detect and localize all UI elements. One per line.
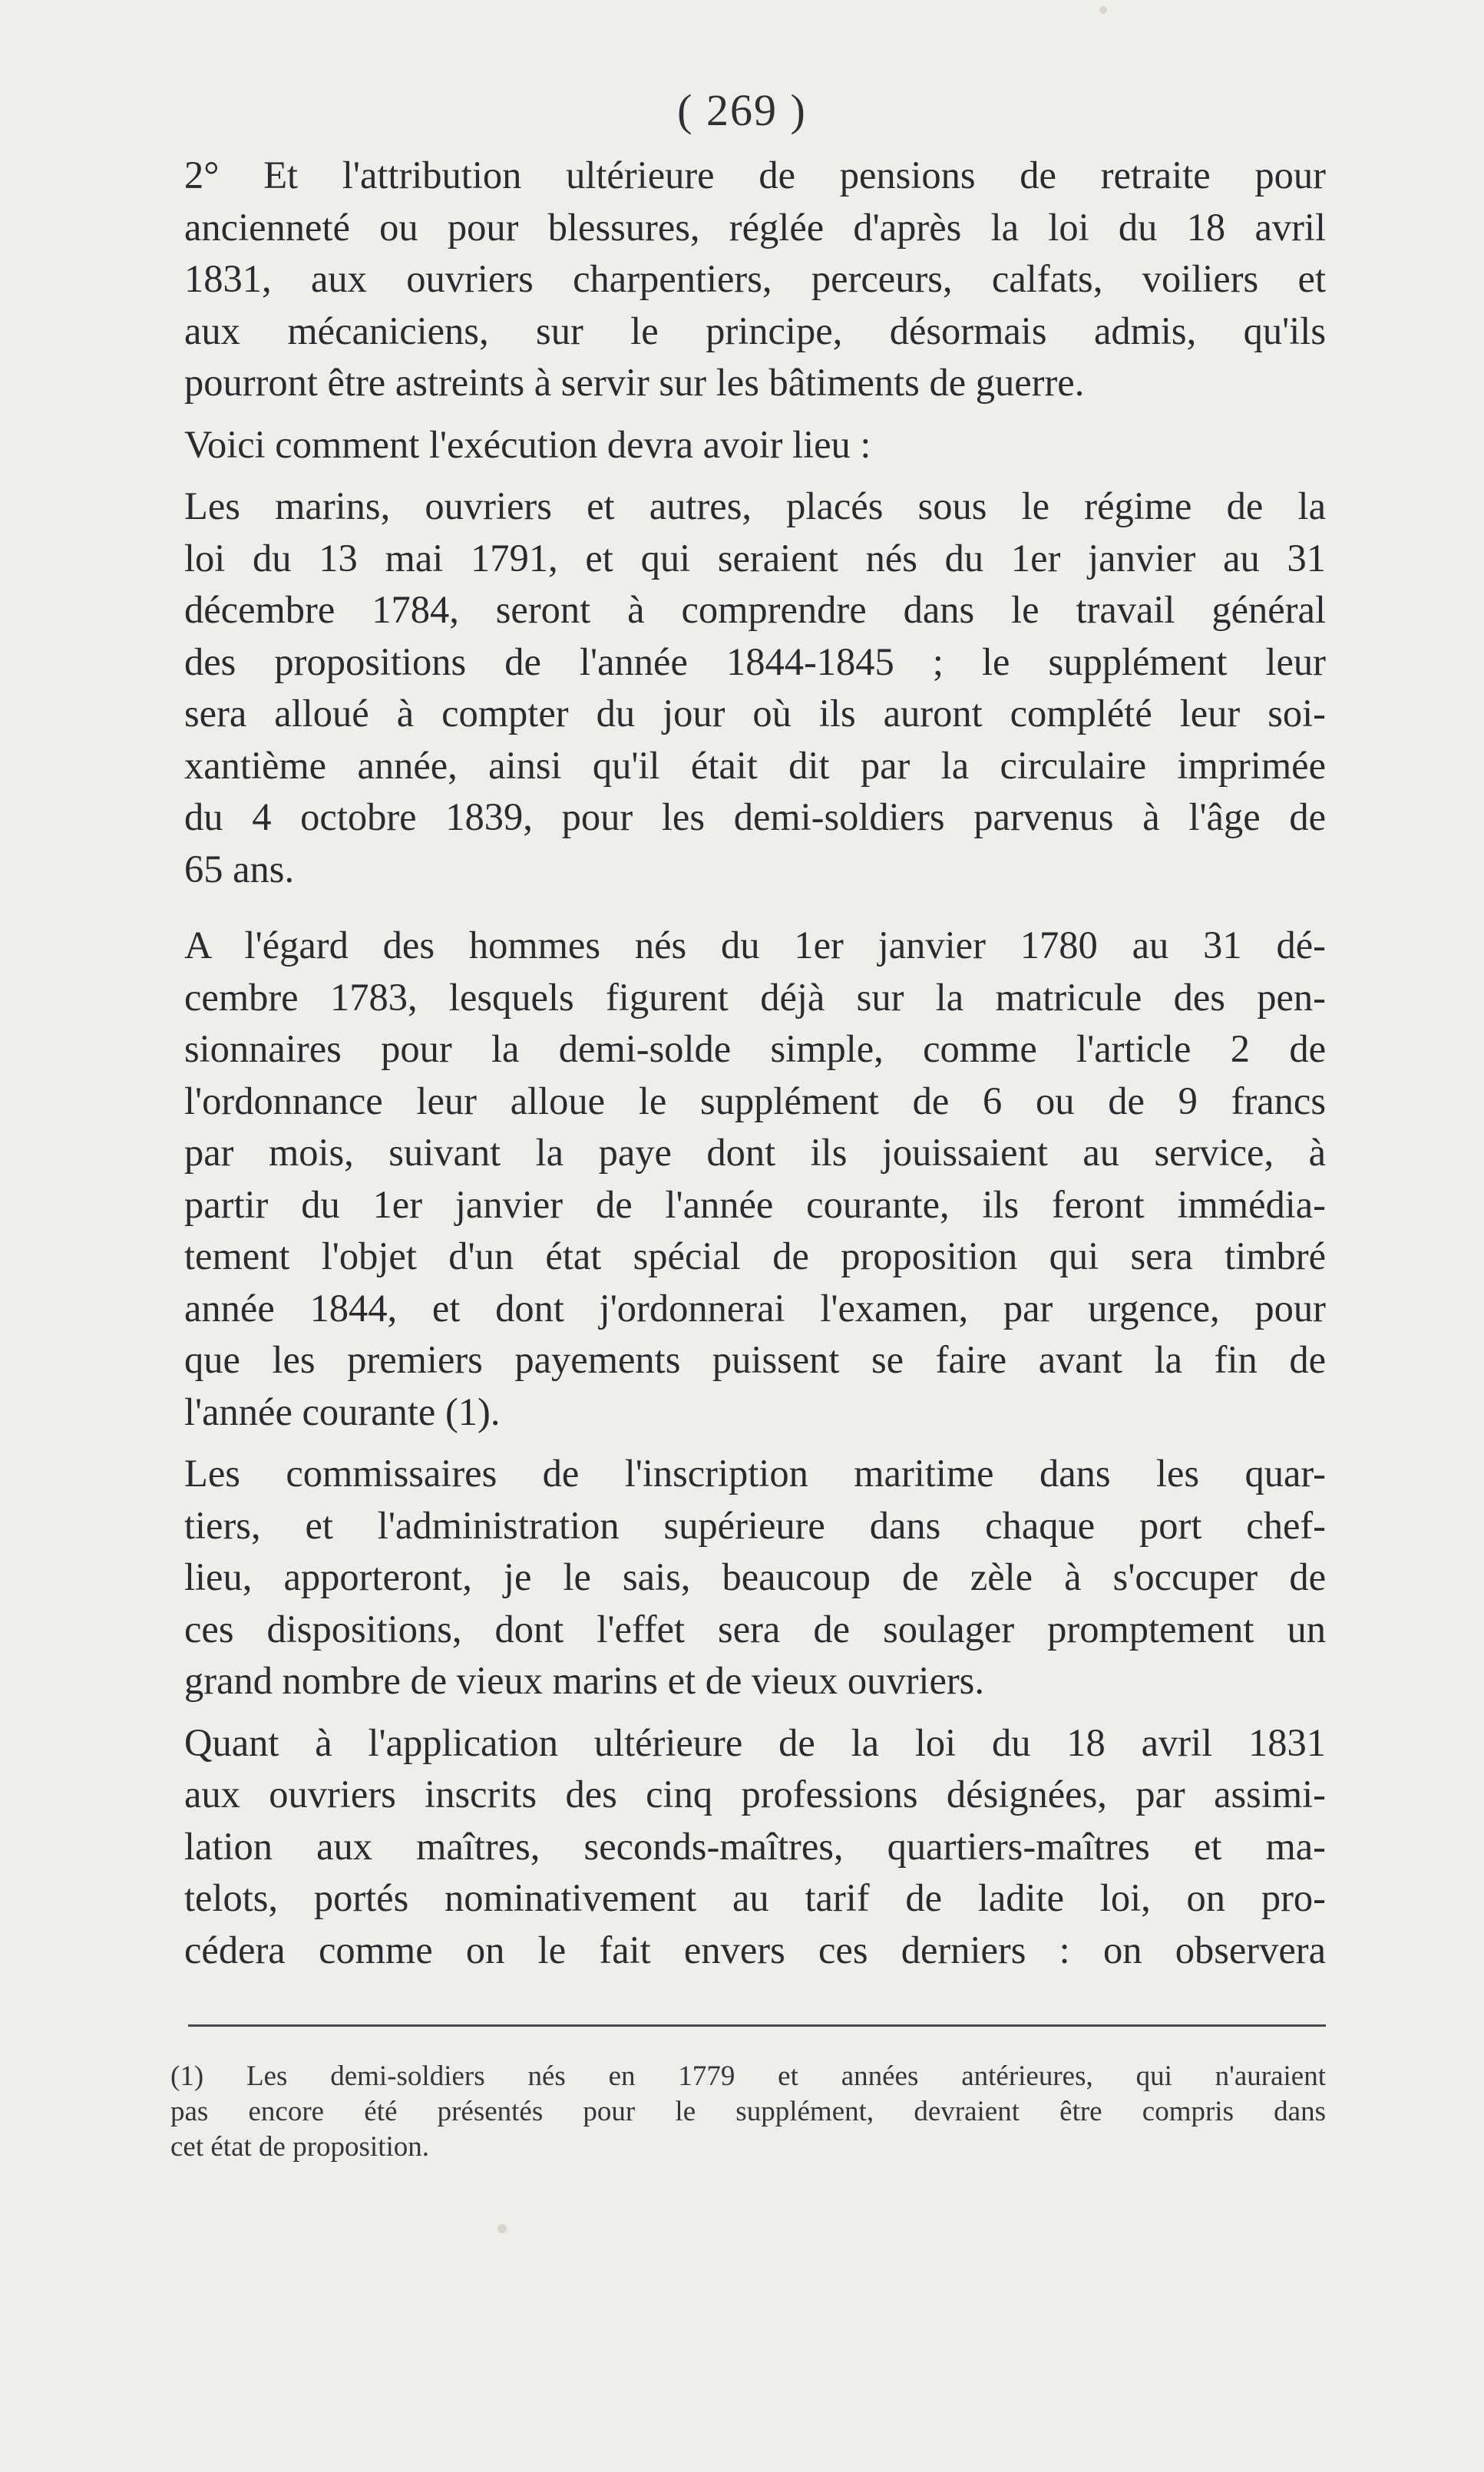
footnote bbox=[132, 2059, 1326, 2165]
text-line: Voici comment l'exécution devra avoir lieu : bbox=[184, 422, 871, 466]
text-line: lation aux maîtres, seconds-maîtres, quartiers-maîtres et ma- bbox=[184, 1824, 1326, 1868]
footnote-line: (1) Les demi-soldiers nés en 1779 et années antérieures, qui n'auraient bbox=[170, 2061, 1326, 2092]
text-line: ancienneté ou pour blessures, réglée d'après la loi du 18 avril bbox=[184, 205, 1326, 249]
text-line: lieu, apporteront, je le sais, beaucoup de zèle à s'occuper de bbox=[184, 1555, 1326, 1598]
text-line: Les marins, ouvriers et autres, placés sous le régime de la bbox=[184, 484, 1326, 527]
text-line: aux mécaniciens, sur le principe, désormais admis, qu'ils bbox=[184, 309, 1326, 352]
text-line: A l'égard des hommes nés du 1er janvier 1780 au 31 dé- bbox=[184, 924, 1326, 967]
text-line: des propositions de l'année 1844-1845 ; le supplément leur bbox=[184, 639, 1326, 683]
text-line: par mois, suivant la paye dont ils jouissaient au service, à bbox=[184, 1131, 1326, 1174]
text-line: tiers, et l'administration supérieure dans chaque port chef- bbox=[184, 1503, 1326, 1547]
text-line: cembre 1783, lesquels figurent déjà sur la matricule des pen- bbox=[184, 975, 1326, 1019]
text-line: partir du 1er janvier de l'année courante, ils feront immédia- bbox=[184, 1182, 1326, 1226]
text-line: décembre 1784, seront à comprendre dans le travail général bbox=[184, 588, 1326, 631]
text-line: 2° Et l'attribution ultérieure de pensions de retraite pour bbox=[184, 154, 1326, 197]
footnote-divider bbox=[188, 2024, 1326, 2027]
text-line: année 1844, et dont j'ordonnerai l'examen, par urgence, pour bbox=[184, 1286, 1326, 1330]
paragraph-pensions bbox=[132, 150, 1326, 409]
paragraph-commissaires bbox=[132, 1448, 1326, 1707]
text-line: l'ordonnance leur alloue le supplément de 6 ou de 9 francs bbox=[184, 1079, 1326, 1122]
text-line: aux ouvriers inscrits des cinq professions désignées, par assimi- bbox=[184, 1773, 1326, 1816]
text-line: cédera comme on le fait envers ces derniers : on observera bbox=[184, 1928, 1326, 1971]
text-line: xantième année, ainsi qu'il était dit par la circulaire imprimée bbox=[184, 743, 1326, 787]
text-line: 1831, aux ouvriers charpentiers, perceurs, calfats, voiliers et bbox=[184, 257, 1326, 300]
text-line: 65 ans. bbox=[184, 847, 295, 891]
text-line: sionnaires pour la demi-solde simple, comme l'article 2 de bbox=[184, 1027, 1326, 1070]
paragraph-execution bbox=[132, 419, 1326, 471]
text-line: grand nombre de vieux marins et de vieux ouvriers. bbox=[184, 1659, 984, 1702]
paper-stain bbox=[1099, 6, 1107, 14]
paragraph-application bbox=[132, 1717, 1326, 1977]
text-line: l'année courante (1). bbox=[184, 1390, 501, 1433]
footnote-line: pas encore été présentés pour le supplément, devraient être compris dans bbox=[170, 2096, 1326, 2127]
text-line: tement l'objet d'un état spécial de proposition qui sera timbré bbox=[184, 1234, 1326, 1277]
text-line: sera alloué à compter du jour où ils auront complété leur soi- bbox=[184, 692, 1326, 735]
footnote-paragraph bbox=[132, 2059, 1326, 2165]
paragraph-hommes bbox=[132, 920, 1326, 1438]
text-line: telots, portés nominativement au tarif de ladite loi, on pro- bbox=[184, 1876, 1326, 1919]
body-text bbox=[132, 150, 1326, 1976]
text-line: ces dispositions, dont l'effet sera de soulager promptement un bbox=[184, 1607, 1326, 1651]
text-line: loi du 13 mai 1791, et qui seraient nés du 1er janvier au 31 bbox=[184, 536, 1326, 580]
text-line: que les premiers payements puissent se faire avant la fin de bbox=[184, 1338, 1326, 1381]
page-number: ( 269 ) bbox=[677, 85, 807, 135]
paper-stain bbox=[497, 2224, 507, 2233]
text-line: Les commissaires de l'inscription maritime dans les quar- bbox=[184, 1452, 1326, 1495]
text-line: du 4 octobre 1839, pour les demi-soldiers parvenus à l'âge de bbox=[184, 795, 1326, 838]
footnote-line: cet état de proposition. bbox=[170, 2131, 430, 2163]
text-line: Quant à l'application ultérieure de la loi du 18 avril 1831 bbox=[184, 1720, 1326, 1764]
paragraph-marins bbox=[132, 481, 1326, 895]
text-line: pourront être astreints à servir sur les bâtiments de guerre. bbox=[184, 361, 1085, 404]
